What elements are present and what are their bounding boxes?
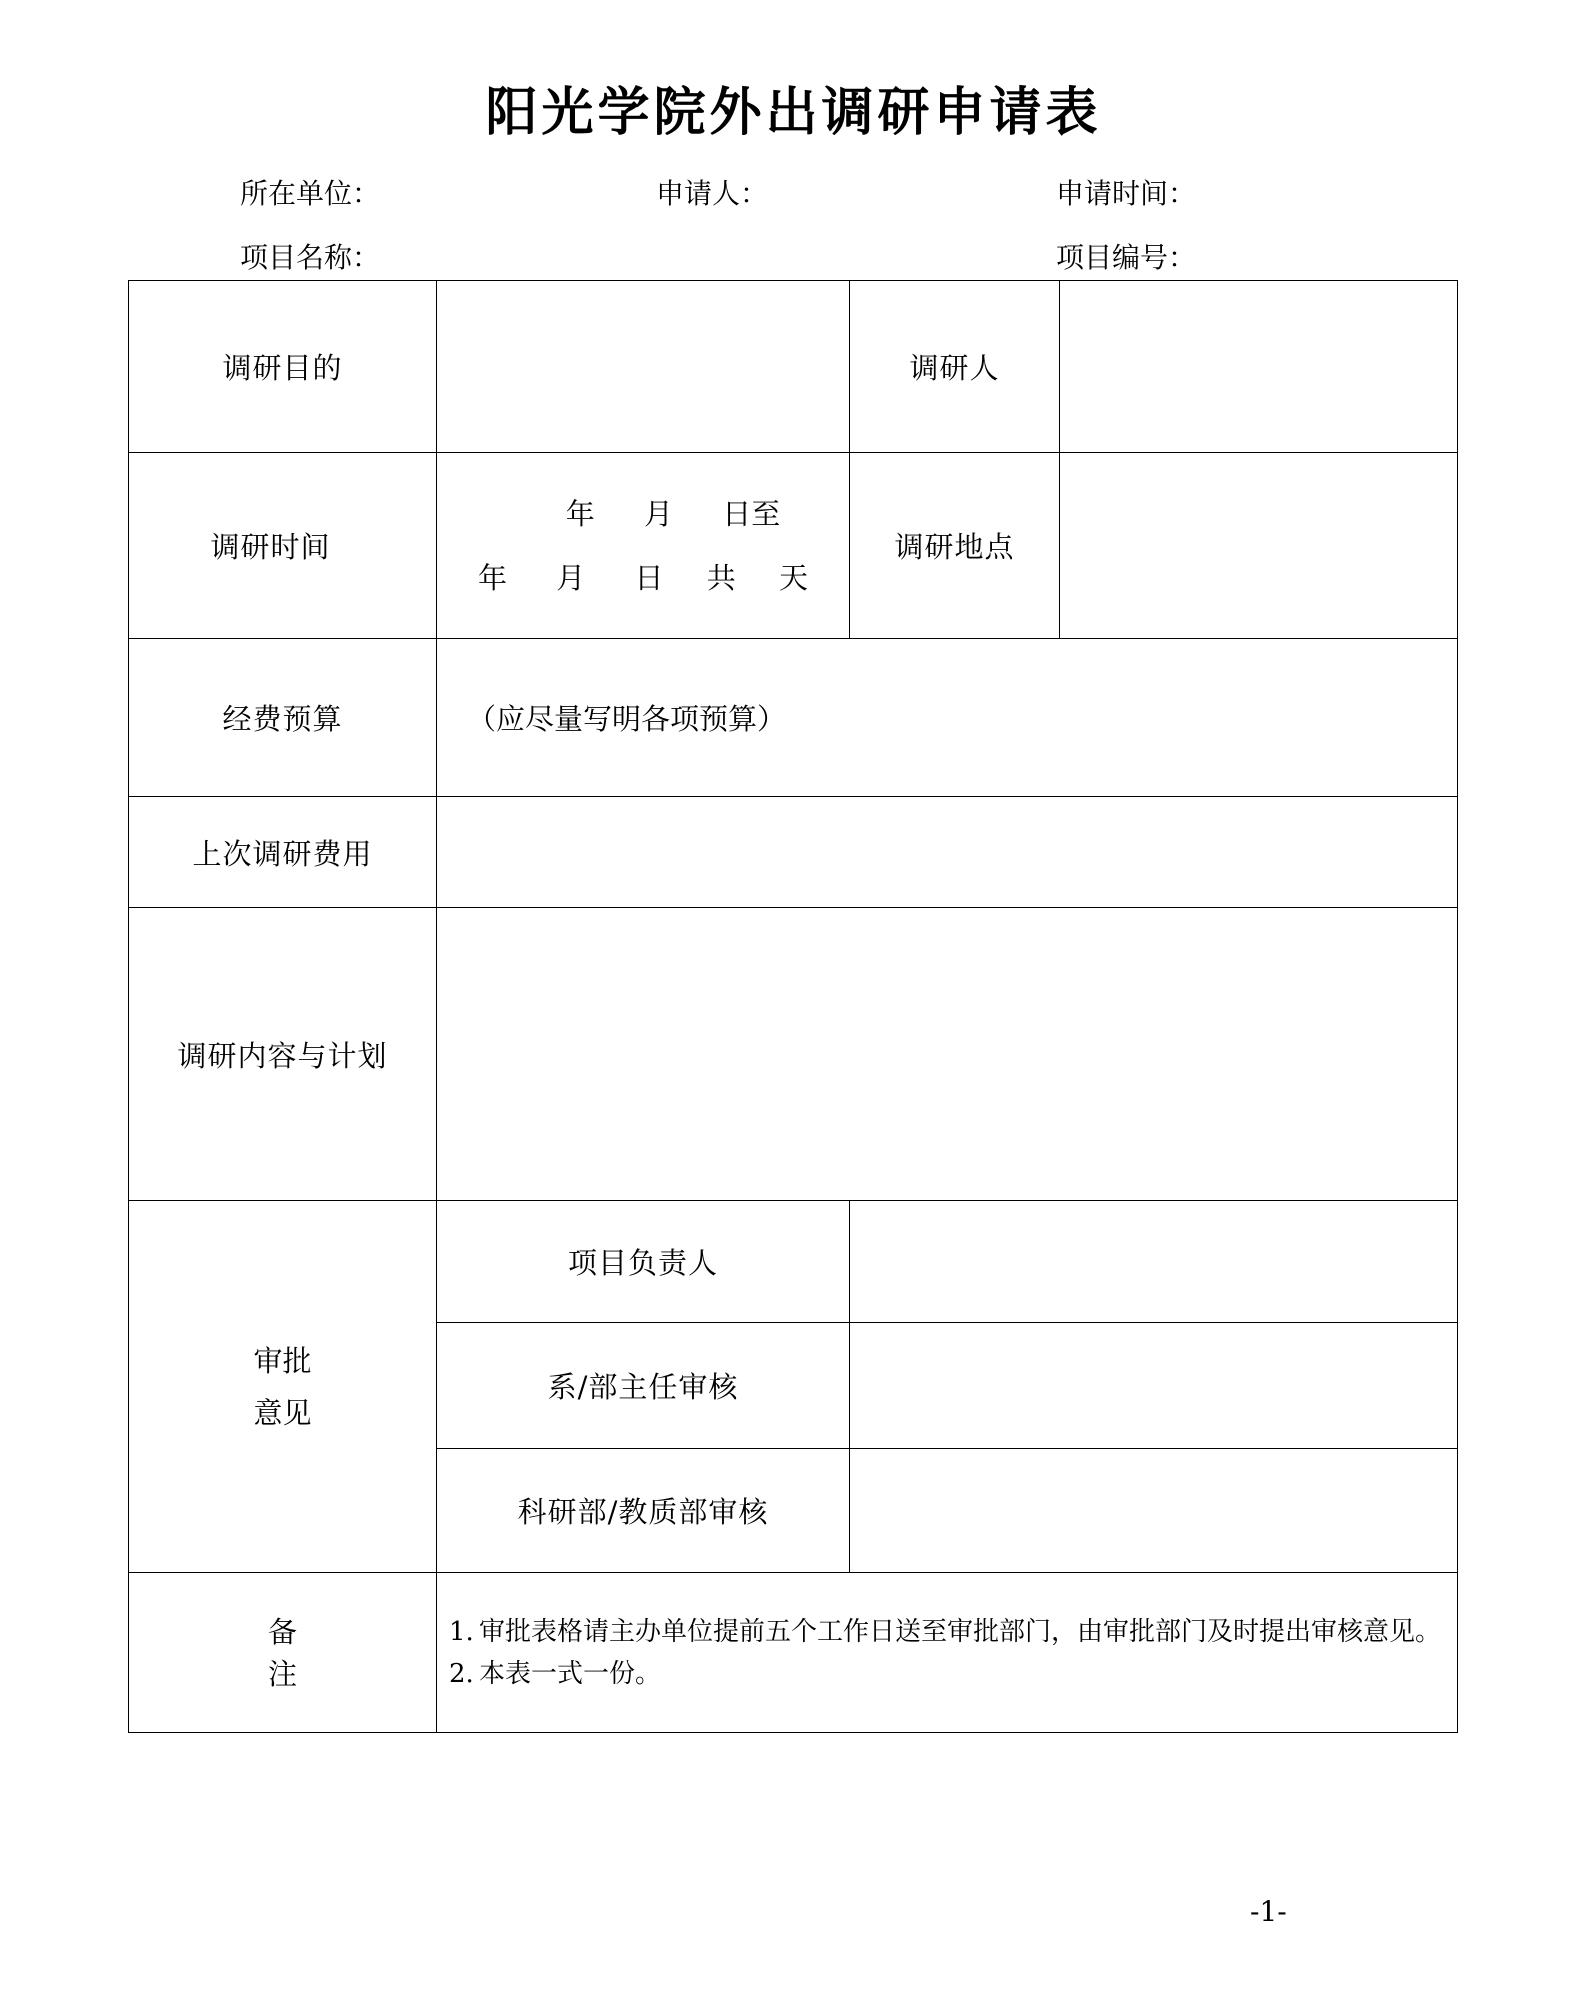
last-cost-row	[129, 797, 1458, 908]
remarks-label	[129, 1573, 437, 1733]
date-range-field[interactable]	[437, 453, 850, 639]
place-label: 调研地点	[850, 453, 1060, 639]
purpose-row	[129, 281, 1458, 453]
date-end-line	[437, 546, 849, 610]
remark-num: 1.	[449, 1616, 474, 1647]
application-form-table	[128, 280, 1458, 1733]
remark-item	[449, 1653, 1443, 1695]
last-cost-label: 上次调研费用	[129, 797, 437, 908]
total-label: 共	[706, 560, 736, 595]
place-field[interactable]	[1060, 453, 1458, 639]
day-end: 日	[634, 560, 664, 595]
year-start: 年	[565, 496, 595, 531]
dept-label: 系/部主任审核	[437, 1323, 850, 1449]
remarks-label-line2: 注	[267, 1656, 297, 1691]
project-name-label: 项目名称：	[240, 241, 381, 274]
remark-text: 本表一式一份。	[479, 1658, 662, 1689]
month-start: 月	[643, 496, 673, 531]
time-label: 调研时间	[129, 453, 437, 639]
year-end: 年	[478, 560, 508, 595]
budget-label: 经费预算	[129, 639, 437, 797]
approval-label-line1: 审批	[253, 1343, 312, 1378]
budget-row	[129, 639, 1458, 797]
day-to: 日至	[722, 496, 781, 531]
leader-field[interactable]	[850, 1201, 1458, 1323]
approval-label	[129, 1201, 437, 1573]
content-row	[129, 908, 1458, 1201]
remarks-label-line1: 备	[267, 1614, 297, 1649]
month-end: 月	[556, 560, 586, 595]
content-label: 调研内容与计划	[129, 908, 437, 1201]
research-dept-label: 科研部/教质部审核	[437, 1449, 850, 1573]
remark-item	[449, 1611, 1443, 1653]
remark-num: 2.	[449, 1658, 474, 1689]
time-row	[129, 453, 1458, 639]
budget-field[interactable]: （应尽量写明各项预算）	[437, 639, 1458, 797]
leader-label: 项目负责人	[437, 1201, 850, 1323]
purpose-label: 调研目的	[129, 281, 437, 453]
leader-row	[129, 1201, 1458, 1323]
remark-text: 审批表格请主办单位提前五个工作日送至审批部门，由审批部门及时提出审核意见。	[479, 1616, 1442, 1647]
approval-label-line2: 意见	[253, 1395, 312, 1430]
remarks-row	[129, 1573, 1458, 1733]
remarks-content	[437, 1573, 1458, 1733]
research-dept-field[interactable]	[850, 1449, 1458, 1573]
content-field[interactable]	[437, 908, 1458, 1201]
applicant-label: 申请人：	[656, 177, 769, 210]
dept-field[interactable]	[850, 1323, 1458, 1449]
researcher-field[interactable]	[1060, 281, 1458, 453]
last-cost-field[interactable]	[437, 797, 1458, 908]
apply-time-label: 申请时间：	[1056, 177, 1197, 210]
page-number: -1-	[1250, 1895, 1287, 1928]
unit-label: 所在单位：	[240, 177, 381, 210]
project-no-label: 项目编号：	[1056, 241, 1197, 274]
days-label: 天	[778, 560, 808, 595]
date-start-line	[437, 482, 849, 546]
researcher-label: 调研人	[850, 281, 1060, 453]
purpose-field[interactable]	[437, 281, 850, 453]
form-title: 阳光学院外出调研申请表	[485, 83, 1102, 143]
